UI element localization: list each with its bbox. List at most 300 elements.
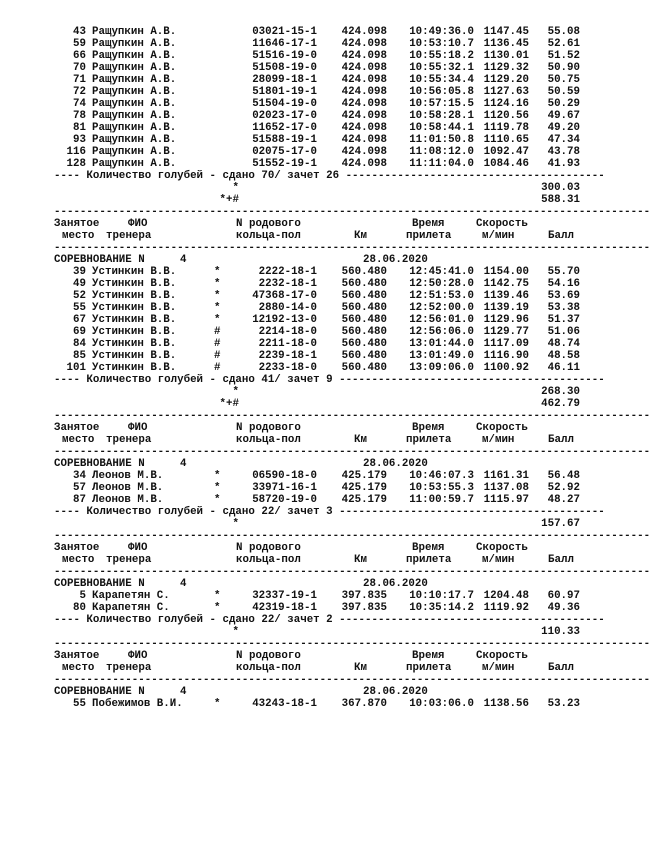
place-cell: 116 [66, 146, 86, 158]
competition-date: 28.06.2020 [363, 578, 428, 590]
table-row [0, 350, 600, 362]
header-row-2 [0, 434, 600, 446]
points-cell: 53.23 [547, 698, 580, 710]
header-time: Время [412, 650, 445, 662]
points-cell: 48.27 [547, 494, 580, 506]
place-cell: 128 [66, 158, 86, 170]
competition-title: СОРЕВНОВАНИЕ N [54, 458, 145, 470]
arrival-time-cell: 11:08:12.0 [409, 146, 474, 158]
ring-cell: 02023-17-0 [252, 110, 317, 122]
speed-cell: 1147.45 [483, 26, 529, 38]
arrival-time-cell: 10:55:32.1 [409, 62, 474, 74]
arrival-time-cell: 10:10:17.7 [409, 590, 474, 602]
header-row-1 [0, 650, 600, 662]
competition-number: 4 [180, 458, 187, 470]
table-row [0, 38, 600, 50]
ring-cell: 51588-19-1 [252, 134, 317, 146]
header-name: ФИО [128, 650, 148, 662]
competition-date: 28.06.2020 [363, 686, 428, 698]
ring-cell: 47368-17-0 [252, 290, 317, 302]
header-speed-2: м/мин [482, 662, 515, 674]
mark-cell: # [214, 350, 221, 362]
trainer-cell: Ращупкин А.В. [92, 50, 177, 62]
arrival-time-cell: 12:52:00.0 [409, 302, 474, 314]
separator-text: -------------------------------------------------------------------------------------------- [54, 206, 650, 218]
total-value: 300.03 [541, 182, 580, 194]
table-row [0, 362, 600, 374]
total-label: * [232, 386, 239, 398]
table-row [0, 266, 600, 278]
total-label: * [232, 518, 239, 530]
trainer-cell: Побежимов В.И. [92, 698, 183, 710]
place-cell: 39 [73, 266, 86, 278]
arrival-time-cell: 12:56:01.0 [409, 314, 474, 326]
trainer-cell: Устинкин В.В. [92, 338, 177, 350]
total-label: *+# [219, 194, 239, 206]
trainer-cell: Леонов М.В. [92, 482, 164, 494]
speed-cell: 1084.46 [483, 158, 529, 170]
mark-cell: * [214, 602, 221, 614]
speed-cell: 1100.92 [483, 362, 529, 374]
speed-cell: 1120.56 [483, 110, 529, 122]
arrival-time-cell: 12:45:41.0 [409, 266, 474, 278]
ring-cell: 12192-13-0 [252, 314, 317, 326]
place-cell: 74 [73, 98, 86, 110]
arrival-time-cell: 10:55:34.4 [409, 74, 474, 86]
table-row [0, 326, 600, 338]
separator-text: -------------------------------------------------------------------------------------------- [54, 566, 650, 578]
separator-text: -------------------------------------------------------------------------------------------- [54, 638, 650, 650]
place-cell: 72 [73, 86, 86, 98]
speed-cell: 1119.78 [483, 122, 529, 134]
header-place: Занятое [54, 650, 100, 662]
separator-line [0, 410, 650, 422]
points-cell: 49.36 [547, 602, 580, 614]
header-km: Км [354, 662, 367, 674]
place-cell: 66 [73, 50, 86, 62]
ring-cell: 51504-19-0 [252, 98, 317, 110]
total-label: *+# [219, 398, 239, 410]
competition-number: 4 [180, 254, 187, 266]
speed-cell: 1154.00 [483, 266, 529, 278]
distance-cell: 425.179 [341, 494, 387, 506]
header-name-2: тренера [106, 434, 152, 446]
header-row-2 [0, 662, 600, 674]
header-row-1 [0, 542, 600, 554]
separator-text: -------------------------------------------------------------------------------------------- [54, 530, 650, 542]
total-line [0, 194, 600, 206]
speed-cell: 1129.96 [483, 314, 529, 326]
ring-cell: 2880-14-0 [258, 302, 317, 314]
distance-cell: 424.098 [341, 98, 387, 110]
competition-date: 28.06.2020 [363, 254, 428, 266]
header-ring: N родового [236, 542, 301, 554]
ring-cell: 2214-18-0 [258, 326, 317, 338]
total-line [0, 182, 600, 194]
trainer-cell: Устинкин В.В. [92, 290, 177, 302]
place-cell: 52 [73, 290, 86, 302]
place-cell: 78 [73, 110, 86, 122]
place-cell: 84 [73, 338, 86, 350]
distance-cell: 424.098 [341, 86, 387, 98]
arrival-time-cell: 13:01:49.0 [409, 350, 474, 362]
points-cell: 43.78 [547, 146, 580, 158]
header-name: ФИО [128, 422, 148, 434]
speed-cell: 1116.90 [483, 350, 529, 362]
table-row [0, 590, 600, 602]
table-row [0, 338, 600, 350]
header-place-2: место [62, 230, 95, 242]
distance-cell: 560.480 [341, 326, 387, 338]
speed-cell: 1142.75 [483, 278, 529, 290]
header-time-2: прилета [406, 554, 452, 566]
table-row [0, 302, 600, 314]
header-ring: N родового [236, 218, 301, 230]
ring-cell: 28099-18-1 [252, 74, 317, 86]
speed-cell: 1129.77 [483, 326, 529, 338]
arrival-time-cell: 10:53:55.3 [409, 482, 474, 494]
trainer-cell: Устинкин В.В. [92, 266, 177, 278]
place-cell: 55 [73, 302, 86, 314]
total-label: * [232, 182, 239, 194]
header-name-2: тренера [106, 554, 152, 566]
trainer-cell: Ращупкин А.В. [92, 122, 177, 134]
distance-cell: 397.835 [341, 602, 387, 614]
table-row [0, 62, 600, 74]
place-cell: 34 [73, 470, 86, 482]
place-cell: 80 [73, 602, 86, 614]
arrival-time-cell: 10:58:28.1 [409, 110, 474, 122]
speed-cell: 1092.47 [483, 146, 529, 158]
trainer-cell: Ращупкин А.В. [92, 62, 177, 74]
mark-cell: * [214, 278, 221, 290]
place-cell: 70 [73, 62, 86, 74]
ring-cell: 02075-17-0 [252, 146, 317, 158]
table-row [0, 86, 600, 98]
total-value: 588.31 [541, 194, 580, 206]
place-cell: 59 [73, 38, 86, 50]
header-time-2: прилета [406, 662, 452, 674]
count-line [0, 170, 605, 182]
points-cell: 50.75 [547, 74, 580, 86]
table-row [0, 602, 600, 614]
place-cell: 5 [79, 590, 86, 602]
trainer-cell: Карапетян С. [92, 602, 170, 614]
trainer-cell: Устинкин В.В. [92, 302, 177, 314]
header-place-2: место [62, 434, 95, 446]
trainer-cell: Ращупкин А.В. [92, 74, 177, 86]
header-ring-2: кольца-пол [236, 230, 301, 242]
arrival-time-cell: 13:01:44.0 [409, 338, 474, 350]
points-cell: 51.06 [547, 326, 580, 338]
competition-title: СОРЕВНОВАНИЕ N [54, 254, 145, 266]
arrival-time-cell: 10:55:18.2 [409, 50, 474, 62]
place-cell: 85 [73, 350, 86, 362]
distance-cell: 425.179 [341, 482, 387, 494]
mark-cell: * [214, 266, 221, 278]
header-speed-2: м/мин [482, 554, 515, 566]
competition-title-line [0, 578, 600, 590]
trainer-cell: Устинкин В.В. [92, 278, 177, 290]
points-cell: 48.74 [547, 338, 580, 350]
trainer-cell: Ращупкин А.В. [92, 134, 177, 146]
points-cell: 56.48 [547, 470, 580, 482]
speed-cell: 1127.63 [483, 86, 529, 98]
table-row [0, 290, 600, 302]
table-row [0, 470, 600, 482]
distance-cell: 424.098 [341, 158, 387, 170]
ring-cell: 2211-18-0 [258, 338, 317, 350]
separator-text: -------------------------------------------------------------------------------------------- [54, 446, 650, 458]
total-line [0, 386, 600, 398]
count-line [0, 614, 605, 626]
ring-cell: 32337-19-1 [252, 590, 317, 602]
header-points: Балл [548, 230, 574, 242]
header-name: ФИО [128, 218, 148, 230]
arrival-time-cell: 10:03:06.0 [409, 698, 474, 710]
header-ring: N родового [236, 422, 301, 434]
mark-cell: # [214, 362, 221, 374]
ring-cell: 03021-15-1 [252, 26, 317, 38]
trainer-cell: Леонов М.В. [92, 470, 164, 482]
ring-cell: 06590-18-0 [252, 470, 317, 482]
distance-cell: 560.480 [341, 290, 387, 302]
header-place: Занятое [54, 542, 100, 554]
header-time: Время [412, 422, 445, 434]
trainer-cell: Леонов М.В. [92, 494, 164, 506]
count-text: ---- Количество голубей - сдано 22/ зачет 2 ----------------------------------------- [54, 614, 605, 626]
header-name: ФИО [128, 542, 148, 554]
distance-cell: 424.098 [341, 110, 387, 122]
distance-cell: 560.480 [341, 350, 387, 362]
count-line [0, 374, 605, 386]
header-points: Балл [548, 554, 574, 566]
table-row [0, 134, 600, 146]
ring-cell: 33971-16-1 [252, 482, 317, 494]
header-speed-2: м/мин [482, 434, 515, 446]
competition-date: 28.06.2020 [363, 458, 428, 470]
speed-cell: 1139.19 [483, 302, 529, 314]
header-row-1 [0, 422, 600, 434]
ring-cell: 2222-18-1 [258, 266, 317, 278]
header-time-2: прилета [406, 230, 452, 242]
speed-cell: 1161.31 [483, 470, 529, 482]
table-row [0, 122, 600, 134]
points-cell: 52.92 [547, 482, 580, 494]
header-name-2: тренера [106, 662, 152, 674]
speed-cell: 1119.92 [483, 602, 529, 614]
header-points: Балл [548, 434, 574, 446]
table-row [0, 98, 600, 110]
table-row [0, 278, 600, 290]
speed-cell: 1204.48 [483, 590, 529, 602]
mark-cell: * [214, 302, 221, 314]
speed-cell: 1115.97 [483, 494, 529, 506]
header-name-2: тренера [106, 230, 152, 242]
total-value: 268.30 [541, 386, 580, 398]
arrival-time-cell: 10:58:44.1 [409, 122, 474, 134]
header-time: Время [412, 542, 445, 554]
header-ring-2: кольца-пол [236, 662, 301, 674]
count-text: ---- Количество голубей - сдано 41/ зачет 9 ----------------------------------------- [54, 374, 605, 386]
total-label: * [232, 626, 239, 638]
points-cell: 53.69 [547, 290, 580, 302]
table-row [0, 494, 600, 506]
count-text: ---- Количество голубей - сдано 70/ зачет 26 ---------------------------------------- [54, 170, 605, 182]
distance-cell: 424.098 [341, 26, 387, 38]
place-cell: 69 [73, 326, 86, 338]
place-cell: 43 [73, 26, 86, 38]
header-row-1 [0, 218, 600, 230]
distance-cell: 424.098 [341, 50, 387, 62]
table-row [0, 110, 600, 122]
header-speed-2: м/мин [482, 230, 515, 242]
points-cell: 46.11 [547, 362, 580, 374]
speed-cell: 1138.56 [483, 698, 529, 710]
ring-cell: 51552-19-1 [252, 158, 317, 170]
table-row [0, 158, 600, 170]
separator-line [0, 446, 650, 458]
total-line [0, 518, 600, 530]
arrival-time-cell: 11:01:50.8 [409, 134, 474, 146]
arrival-time-cell: 10:46:07.3 [409, 470, 474, 482]
trainer-cell: Ращупкин А.В. [92, 26, 177, 38]
points-cell: 51.37 [547, 314, 580, 326]
trainer-cell: Ращупкин А.В. [92, 110, 177, 122]
ring-cell: 11646-17-1 [252, 38, 317, 50]
points-cell: 50.59 [547, 86, 580, 98]
trainer-cell: Устинкин В.В. [92, 326, 177, 338]
total-line [0, 626, 600, 638]
place-cell: 57 [73, 482, 86, 494]
arrival-time-cell: 12:51:53.0 [409, 290, 474, 302]
header-time-2: прилета [406, 434, 452, 446]
distance-cell: 424.098 [341, 122, 387, 134]
competition-number: 4 [180, 686, 187, 698]
header-place: Занятое [54, 422, 100, 434]
competition-title: СОРЕВНОВАНИЕ N [54, 686, 145, 698]
place-cell: 87 [73, 494, 86, 506]
arrival-time-cell: 12:50:28.0 [409, 278, 474, 290]
arrival-time-cell: 10:35:14.2 [409, 602, 474, 614]
mark-cell: * [214, 290, 221, 302]
total-value: 462.79 [541, 398, 580, 410]
separator-line [0, 206, 650, 218]
total-value: 110.33 [541, 626, 580, 638]
mark-cell: * [214, 494, 221, 506]
header-speed: Скорость [476, 218, 528, 230]
place-cell: 101 [66, 362, 86, 374]
separator-text: -------------------------------------------------------------------------------------------- [54, 242, 650, 254]
ring-cell: 42319-18-1 [252, 602, 317, 614]
total-line [0, 398, 600, 410]
distance-cell: 424.098 [341, 38, 387, 50]
separator-line [0, 242, 650, 254]
place-cell: 49 [73, 278, 86, 290]
count-line [0, 506, 605, 518]
separator-line [0, 638, 650, 650]
competition-title-line [0, 254, 600, 266]
mark-cell: * [214, 590, 221, 602]
competition-title-line [0, 686, 600, 698]
header-ring-2: кольца-пол [236, 434, 301, 446]
ring-cell: 51801-19-1 [252, 86, 317, 98]
total-value: 157.67 [541, 518, 580, 530]
points-cell: 50.29 [547, 98, 580, 110]
distance-cell: 425.179 [341, 470, 387, 482]
header-speed: Скорость [476, 422, 528, 434]
ring-cell: 43243-18-1 [252, 698, 317, 710]
points-cell: 41.93 [547, 158, 580, 170]
separator-line [0, 566, 650, 578]
points-cell: 49.20 [547, 122, 580, 134]
competition-title-line [0, 458, 600, 470]
arrival-time-cell: 13:09:06.0 [409, 362, 474, 374]
distance-cell: 424.098 [341, 62, 387, 74]
trainer-cell: Устинкин В.В. [92, 362, 177, 374]
distance-cell: 560.480 [341, 362, 387, 374]
speed-cell: 1124.16 [483, 98, 529, 110]
arrival-time-cell: 11:00:59.7 [409, 494, 474, 506]
points-cell: 53.38 [547, 302, 580, 314]
trainer-cell: Устинкин В.В. [92, 350, 177, 362]
ring-cell: 2233-18-0 [258, 362, 317, 374]
separator-text: -------------------------------------------------------------------------------------------- [54, 674, 650, 686]
trainer-cell: Ращупкин А.В. [92, 86, 177, 98]
header-time: Время [412, 218, 445, 230]
separator-text: -------------------------------------------------------------------------------------------- [54, 410, 650, 422]
arrival-time-cell: 10:53:10.7 [409, 38, 474, 50]
speed-cell: 1137.08 [483, 482, 529, 494]
speed-cell: 1117.09 [483, 338, 529, 350]
distance-cell: 560.480 [341, 314, 387, 326]
header-km: Км [354, 434, 367, 446]
arrival-time-cell: 10:56:05.8 [409, 86, 474, 98]
table-row [0, 146, 600, 158]
header-km: Км [354, 554, 367, 566]
ring-cell: 51508-19-0 [252, 62, 317, 74]
header-row-2 [0, 230, 600, 242]
count-text: ---- Количество голубей - сдано 22/ зачет 3 ----------------------------------------- [54, 506, 605, 518]
mark-cell: * [214, 698, 221, 710]
distance-cell: 424.098 [341, 74, 387, 86]
ring-cell: 2232-18-1 [258, 278, 317, 290]
points-cell: 51.52 [547, 50, 580, 62]
speed-cell: 1136.45 [483, 38, 529, 50]
trainer-cell: Ращупкин А.В. [92, 38, 177, 50]
arrival-time-cell: 10:49:36.0 [409, 26, 474, 38]
distance-cell: 560.480 [341, 278, 387, 290]
table-row [0, 50, 600, 62]
trainer-cell: Ращупкин А.В. [92, 146, 177, 158]
mark-cell: * [214, 482, 221, 494]
mark-cell: * [214, 314, 221, 326]
arrival-time-cell: 10:57:15.5 [409, 98, 474, 110]
distance-cell: 367.870 [341, 698, 387, 710]
competition-title: СОРЕВНОВАНИЕ N [54, 578, 145, 590]
header-ring: N родового [236, 650, 301, 662]
points-cell: 49.67 [547, 110, 580, 122]
place-cell: 55 [73, 698, 86, 710]
speed-cell: 1129.20 [483, 74, 529, 86]
ring-cell: 11652-17-0 [252, 122, 317, 134]
trainer-cell: Устинкин В.В. [92, 314, 177, 326]
speed-cell: 1130.01 [483, 50, 529, 62]
table-row [0, 698, 600, 710]
trainer-cell: Ращупкин А.В. [92, 158, 177, 170]
points-cell: 55.08 [547, 26, 580, 38]
header-km: Км [354, 230, 367, 242]
